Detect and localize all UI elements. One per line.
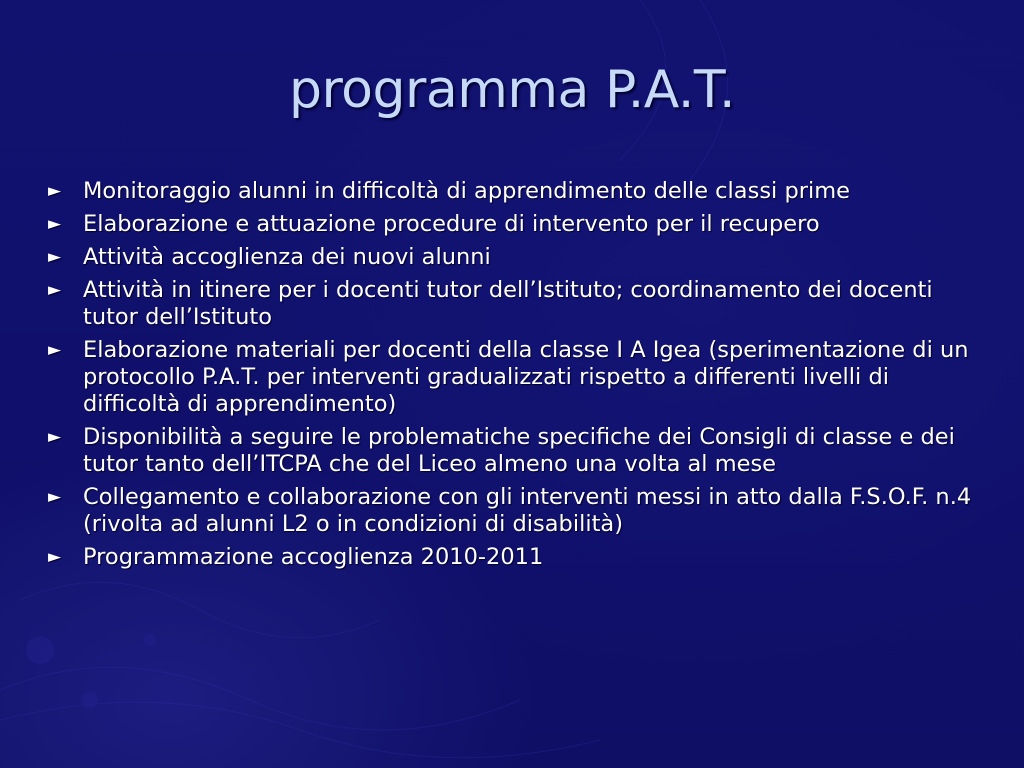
triangle-right-icon: ► (48, 487, 62, 507)
bullet-item (48, 244, 993, 271)
triangle-right-icon: ► (48, 280, 62, 300)
triangle-right-icon: ► (48, 214, 62, 234)
bullet-text: Collegamento e collaborazione con gli interventi messi in atto dalla F.S.O.F. n.4 (rivolta ad alunni L2 o in condizioni di disabilità) (83, 484, 972, 537)
bullet-item (48, 211, 993, 238)
bullet-text: Disponibilità a seguire le problematiche specifiche dei Consigli di classe e dei tutor tanto dell’ITCPA che del Liceo almeno una volta al mese (83, 424, 955, 477)
triangle-right-icon: ► (48, 181, 62, 201)
slide-title: programma P.A.T. (288, 60, 736, 120)
bullet-list (48, 178, 993, 577)
bullet-text: Monitoraggio alunni in difficoltà di apprendimento delle classi prime (83, 178, 850, 204)
triangle-right-icon: ► (48, 427, 62, 447)
triangle-right-icon: ► (48, 547, 62, 567)
bullet-text: Attività accoglienza dei nuovi alunni (83, 244, 491, 270)
bullet-item (48, 178, 993, 205)
bullet-item (48, 484, 993, 538)
bullet-text: Programmazione accoglienza 2010-2011 (83, 544, 544, 570)
bullet-text: Elaborazione e attuazione procedure di intervento per il recupero (83, 211, 820, 237)
bullet-item (48, 544, 993, 571)
triangle-right-icon: ► (48, 247, 62, 267)
bullet-text: Attività in itinere per i docenti tutor dell’Istituto; coordinamento dei docenti tutor dell’Istituto (83, 277, 933, 330)
bullet-item (48, 277, 993, 331)
bullet-item (48, 337, 993, 418)
triangle-right-icon: ► (48, 340, 62, 360)
bullet-item (48, 424, 993, 478)
bullet-text: Elaborazione materiali per docenti della classe I A Igea (sperimentazione di un protocollo P.A.T. per interventi gradualizzati rispetto a differenti livelli di difficoltà di apprendimento) (83, 337, 969, 417)
